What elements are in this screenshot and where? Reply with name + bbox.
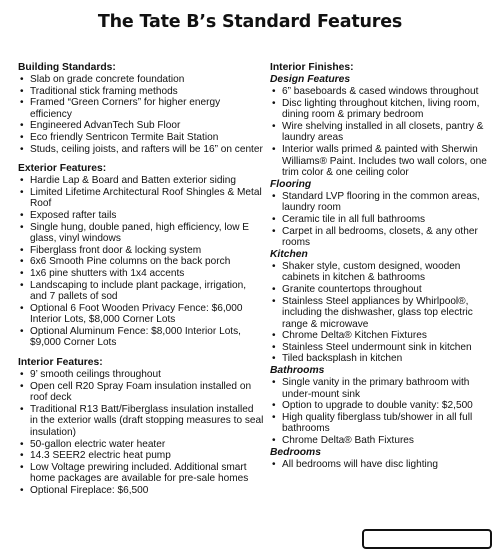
kitchen-heading: Kitchen <box>270 248 308 260</box>
footer-box <box>362 529 492 549</box>
bedrooms-list <box>270 459 498 471</box>
list-item: • Disc lighting throughout kitchen, living room, dining room & primary bedroom <box>270 98 498 121</box>
list-item: • Wire shelving installed in all closets, pantry & laundry areas <box>270 121 498 144</box>
list-item: • Stainless Steel appliances by Whirlpool®, including the dishwasher, glass top electric range & microwave <box>270 296 498 331</box>
interior-finishes-heading: Interior Finishes: <box>270 62 354 73</box>
list-item: • Option to upgrade to double vanity: $2,500 <box>270 400 498 412</box>
list-item: • Granite countertops throughout <box>270 284 498 296</box>
right-column <box>270 62 498 470</box>
list-item: • 6x6 Smooth Pine columns on the back porch <box>18 256 264 268</box>
list-item: • Limited Lifetime Architectural Roof Shingles & Metal Roof <box>18 187 264 210</box>
list-item: • Chrome Delta® Bath Fixtures <box>270 435 498 447</box>
kitchen-list <box>270 261 498 365</box>
exterior-features-list <box>18 175 264 349</box>
list-item: • Stainless Steel undermount sink in kitchen <box>270 342 498 354</box>
list-item: • Eco friendly Sentricon Termite Bait Station <box>18 132 264 144</box>
exterior-features-heading: Exterior Features: <box>18 163 107 175</box>
list-item: • Studs, ceiling joists, and rafters will be 16” on center <box>18 144 264 156</box>
list-item: • All bedrooms will have disc lighting <box>270 459 498 471</box>
building-standards-list <box>18 74 264 155</box>
interior-features-list <box>18 369 264 497</box>
building-standards-heading: Building Standards: <box>18 62 116 73</box>
list-item: • Chrome Delta® Kitchen Fixtures <box>270 330 498 342</box>
left-column <box>18 62 264 497</box>
list-item: • Low Voltage prewiring included. Additional smart home packages are available for pre-sale homes <box>18 462 264 485</box>
list-item: • Traditional stick framing methods <box>18 86 264 98</box>
interior-features-heading: Interior Features: <box>18 357 103 369</box>
page-title: The Tate B’s Standard Features <box>97 12 403 32</box>
list-item: • Single hung, double paned, high efficiency, low E glass, vinyl windows <box>18 222 264 245</box>
list-item: • Ceramic tile in all full bathrooms <box>270 214 498 226</box>
flooring-heading: Flooring <box>270 178 312 190</box>
design-features-list <box>270 86 498 179</box>
list-item: • Engineered AdvanTech Sub Floor <box>18 120 264 132</box>
list-item: • Framed “Green Corners” for higher energy efficiency <box>18 97 264 120</box>
list-item: • Slab on grade concrete foundation <box>18 74 264 86</box>
list-item: • 6” baseboards & cased windows throughout <box>270 86 498 98</box>
list-item: • Shaker style, custom designed, wooden cabinets in kitchen & bathrooms <box>270 261 498 284</box>
list-item: • 9’ smooth ceilings throughout <box>18 369 264 381</box>
list-item: • 50-gallon electric water heater <box>18 439 264 451</box>
flooring-list <box>270 191 498 249</box>
list-item: • High quality fiberglass tub/shower in all full bathrooms <box>270 412 498 435</box>
list-item: • Carpet in all bedrooms, closets, & any other rooms <box>270 226 498 249</box>
list-item: • Fiberglass front door & locking system <box>18 245 264 257</box>
list-item: • Single vanity in the primary bathroom with under-mount sink <box>270 377 498 400</box>
list-item: • Hardie Lap & Board and Batten exterior siding <box>18 175 264 187</box>
list-item: • Traditional R13 Batt/Fiberglass insulation installed in the exterior walls (draft stopping measures to seal insulation) <box>18 404 264 439</box>
design-features-heading: Design Features <box>270 74 351 85</box>
list-item: • Interior walls primed & painted with Sherwin Williams® Paint. Includes two wall colors, one trim color & one ceiling color <box>270 144 498 179</box>
list-item: • Tiled backsplash in kitchen <box>270 353 498 365</box>
list-item: • Exposed rafter tails <box>18 210 264 222</box>
list-item: • 1x6 pine shutters with 1x4 accents <box>18 268 264 280</box>
list-item: • Optional 6 Foot Wooden Privacy Fence: $6,000 Interior Lots, $8,000 Corner Lots <box>18 303 264 326</box>
list-item: • Landscaping to include plant package, irrigation, and 7 pallets of sod <box>18 280 264 303</box>
list-item: • 14.3 SEER2 electric heat pump <box>18 450 264 462</box>
bedrooms-heading: Bedrooms <box>270 446 321 458</box>
list-item: • Optional Aluminum Fence: $8,000 Interior Lots, $9,000 Corner Lots <box>18 326 264 349</box>
list-item: • Open cell R20 Spray Foam insulation installed on roof deck <box>18 381 264 404</box>
bathrooms-heading: Bathrooms <box>270 365 325 377</box>
list-item: • Optional Fireplace: $6,500 <box>18 485 264 497</box>
bathrooms-list <box>270 377 498 447</box>
list-item: • Standard LVP flooring in the common areas, laundry room <box>270 191 498 214</box>
